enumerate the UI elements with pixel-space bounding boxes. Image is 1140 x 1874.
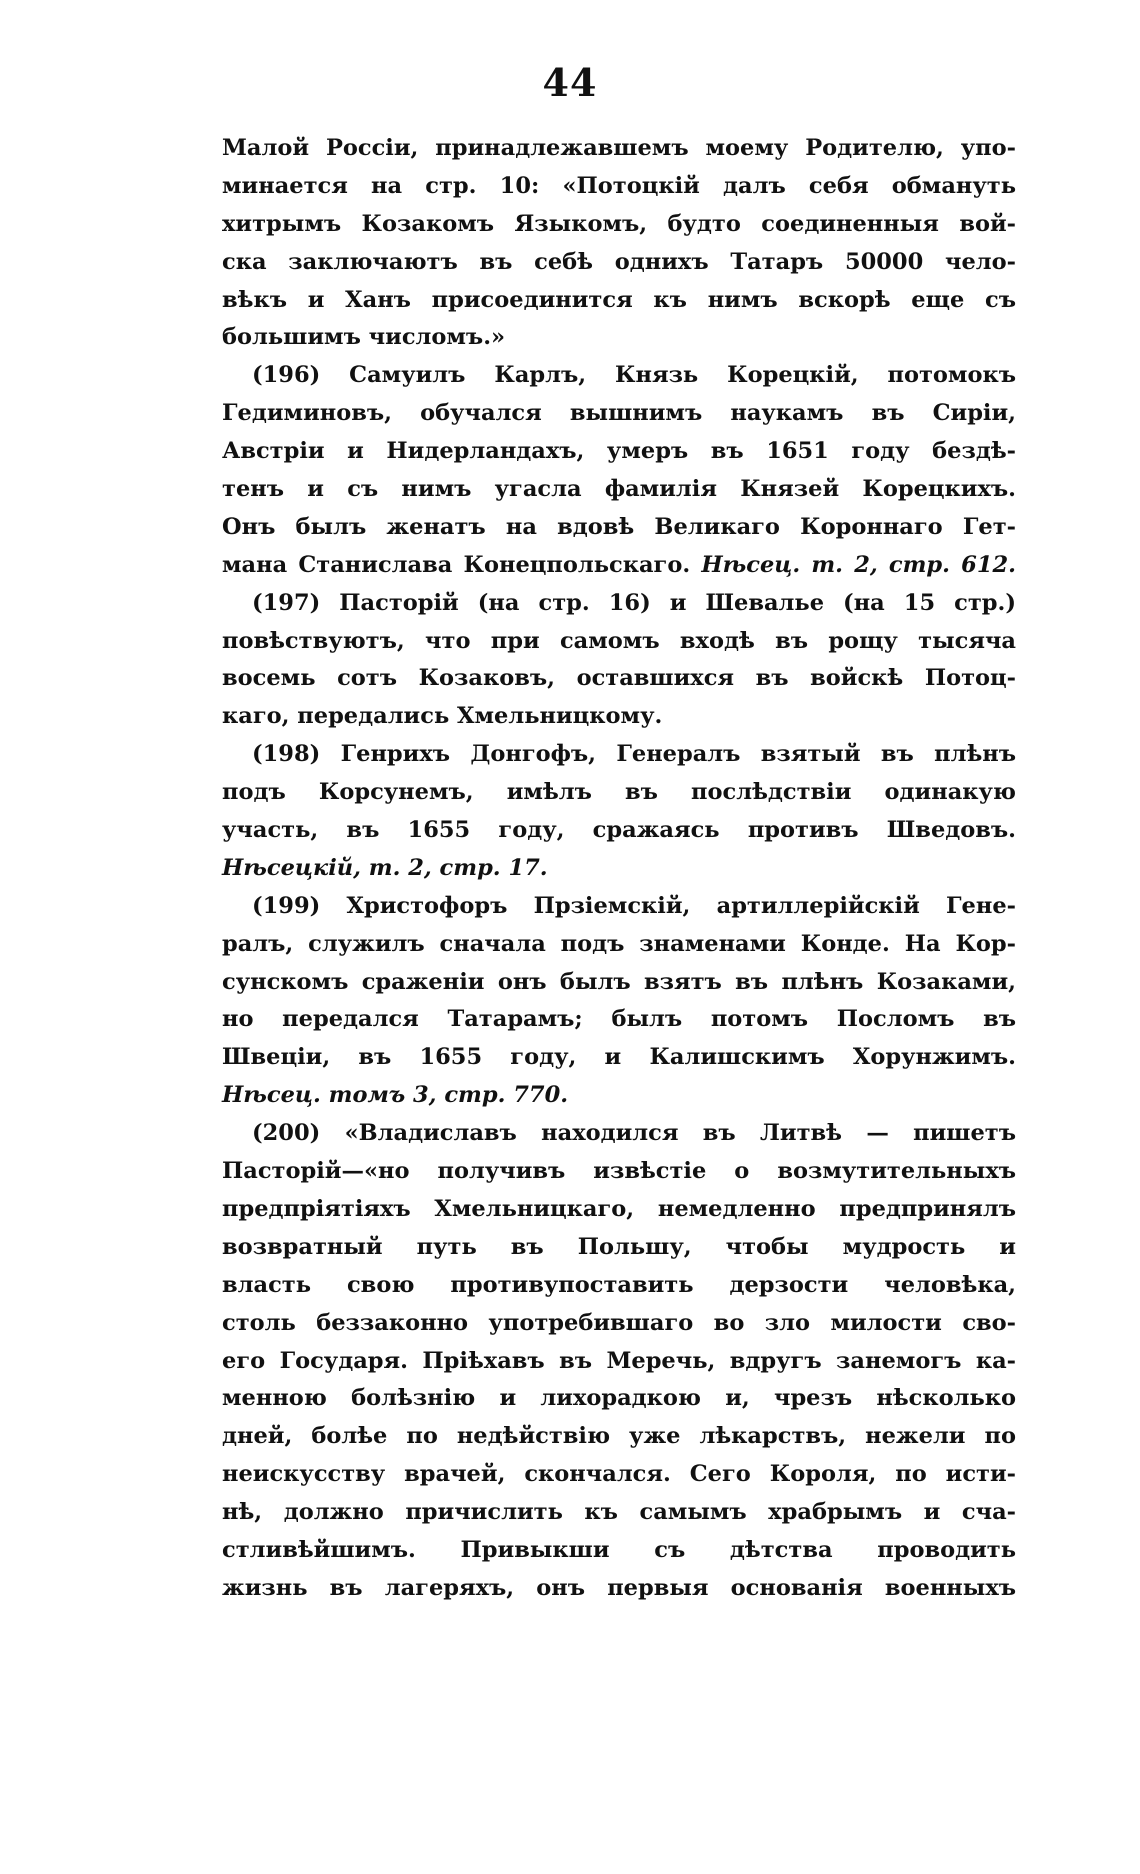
- line-text: Пасторій—«но получивъ извѣстіе о возмутительныхъ: [222, 1158, 1016, 1185]
- text-line: [222, 1153, 1016, 1191]
- text-line: [222, 206, 1016, 244]
- text-line: [222, 1229, 1016, 1267]
- text-line: [222, 319, 1016, 357]
- text-line: [222, 1456, 1016, 1494]
- line-text: Гедиминовъ, обучался вышнимъ наукамъ въ Сиріи,: [222, 400, 1016, 427]
- citation: Нѣсец. томъ 3, стр. 770.: [222, 1082, 569, 1109]
- text-line: [222, 1039, 1016, 1077]
- text-line: [222, 774, 1016, 812]
- text-line: [222, 660, 1016, 698]
- text-line: [222, 1191, 1016, 1229]
- text-line: [222, 282, 1016, 320]
- text-line: [222, 964, 1016, 1002]
- text-line: [222, 1115, 1016, 1153]
- line-text: (196) Самуилъ Карлъ, Князь Корецкій, потомокъ: [252, 362, 1016, 389]
- text-line: [222, 395, 1016, 433]
- line-text: нѣ, должно причислить къ самымъ храбрымъ и сча-: [222, 1499, 1016, 1526]
- text-line: [222, 1343, 1016, 1381]
- line-text: сунскомъ сраженіи онъ былъ взятъ въ плѣнъ Козаками,: [222, 968, 1016, 995]
- line-text: (200) «Владиславъ находился въ Литвѣ — пишетъ: [252, 1120, 1016, 1147]
- text-line: [222, 888, 1016, 926]
- text-line: [222, 1494, 1016, 1532]
- text-line: [222, 1570, 1016, 1608]
- text-line: [222, 357, 1016, 395]
- line-text: предпріятіяхъ Хмельницкаго, немедленно предпринялъ: [222, 1195, 1016, 1222]
- line-text: менною болѣзнію и лихорадкою и, чрезъ нѣсколько: [222, 1385, 1016, 1412]
- line-text: столь беззаконно употребившаго во зло милости сво-: [222, 1309, 1016, 1336]
- line-text: Австріи и Нидерландахъ, умеръ въ 1651 году бездѣ-: [222, 438, 1016, 465]
- line-text: Швеціи, въ 1655 году, и Калишскимъ Хорунжимъ.: [222, 1044, 1016, 1071]
- text-line: [222, 698, 1016, 736]
- line-text: его Государя. Пріѣхавъ въ Меречь, вдругъ занемогъ ка-: [222, 1347, 1016, 1374]
- citation: Нѣсец. т. 2, стр. 612.: [701, 551, 1016, 578]
- text-line: [222, 812, 1016, 850]
- line-text: Малой Россіи, принадлежавшемъ моему Родителю, упо-: [222, 135, 1016, 161]
- text-line: [222, 509, 1016, 547]
- text-line: [222, 850, 1016, 888]
- line-text: каго, передались Хмельницкому.: [222, 703, 663, 730]
- text-line: [222, 623, 1016, 661]
- line-text: большимъ числомъ.»: [222, 324, 506, 351]
- text-line: [222, 547, 1016, 585]
- line-text: подъ Корсунемъ, имѣлъ въ послѣдствіи одинакую: [222, 779, 1016, 806]
- line-text: стливѣйшимъ. Привыкши съ дѣтства проводить: [222, 1536, 1016, 1563]
- text-line: [222, 585, 1016, 623]
- page-body-text: [222, 130, 1016, 1608]
- text-line: [222, 471, 1016, 509]
- text-line: [222, 130, 1016, 168]
- line-text: мана Станислава Конецпольскаго.: [222, 551, 691, 578]
- line-text: ска заключаютъ въ себѣ однихъ Татаръ 50000 чело-: [222, 248, 1016, 275]
- text-line: [222, 1267, 1016, 1305]
- line-text: дней, болѣе по недѣйствію уже лѣкарствъ, нежели по: [222, 1423, 1016, 1450]
- text-line: [222, 1305, 1016, 1343]
- line-text: минается на стр. 10: «Потоцкій далъ себя обмануть: [222, 172, 1016, 199]
- line-text: Онъ былъ женатъ на вдовѣ Великаго Короннаго Гет-: [222, 513, 1016, 540]
- text-line: [222, 168, 1016, 206]
- line-text: повѣствуютъ, что при самомъ входѣ въ рощу тысяча: [222, 627, 1016, 654]
- line-text: но передался Татарамъ; былъ потомъ Посломъ въ: [222, 1006, 1016, 1033]
- text-line: [222, 244, 1016, 282]
- text-line: [222, 433, 1016, 471]
- line-text: неискусству врачей, скончался. Сего Короля, по исти-: [222, 1461, 1016, 1488]
- text-line: [222, 1532, 1016, 1570]
- text-line: [222, 1001, 1016, 1039]
- line-text: власть свою противупоставить дерзости человѣка,: [222, 1271, 1016, 1298]
- line-text: хитрымъ Козакомъ Языкомъ, будто соединенныя вой-: [222, 210, 1016, 237]
- text-line: [222, 736, 1016, 774]
- text-line: [222, 1077, 1016, 1115]
- text-line: [222, 1380, 1016, 1418]
- line-text: (198) Генрихъ Донгофъ, Генералъ взятый въ плѣнъ: [252, 741, 1016, 768]
- line-text: (199) Христофоръ Прзіемскій, артиллерійскій Гене-: [252, 892, 1016, 919]
- citation: Нѣсецкій, т. 2, стр. 17.: [222, 854, 548, 881]
- line-text: восемь сотъ Козаковъ, оставшихся въ войскѣ Потоц-: [222, 665, 1016, 692]
- line-text: (197) Пасторій (на стр. 16) и Шевалье (на 15 стр.): [252, 589, 1016, 616]
- line-text: участь, въ 1655 году, сражаясь противъ Шведовъ.: [222, 817, 1016, 844]
- page-number: 44: [542, 60, 598, 105]
- line-text: вѣкъ и Ханъ присоединится къ нимъ вскорѣ еще съ: [222, 286, 1016, 313]
- text-line: [222, 926, 1016, 964]
- line-text: тенъ и съ нимъ угасла фамилія Князей Корецкихъ.: [222, 476, 1016, 503]
- line-text: жизнь въ лагеряхъ, онъ первыя основанія военныхъ: [222, 1574, 1016, 1601]
- line-text: ралъ, служилъ сначала подъ знаменами Конде. На Кор-: [222, 930, 1016, 957]
- line-text: возвратный путь въ Польшу, чтобы мудрость и: [222, 1233, 1016, 1260]
- text-line: [222, 1418, 1016, 1456]
